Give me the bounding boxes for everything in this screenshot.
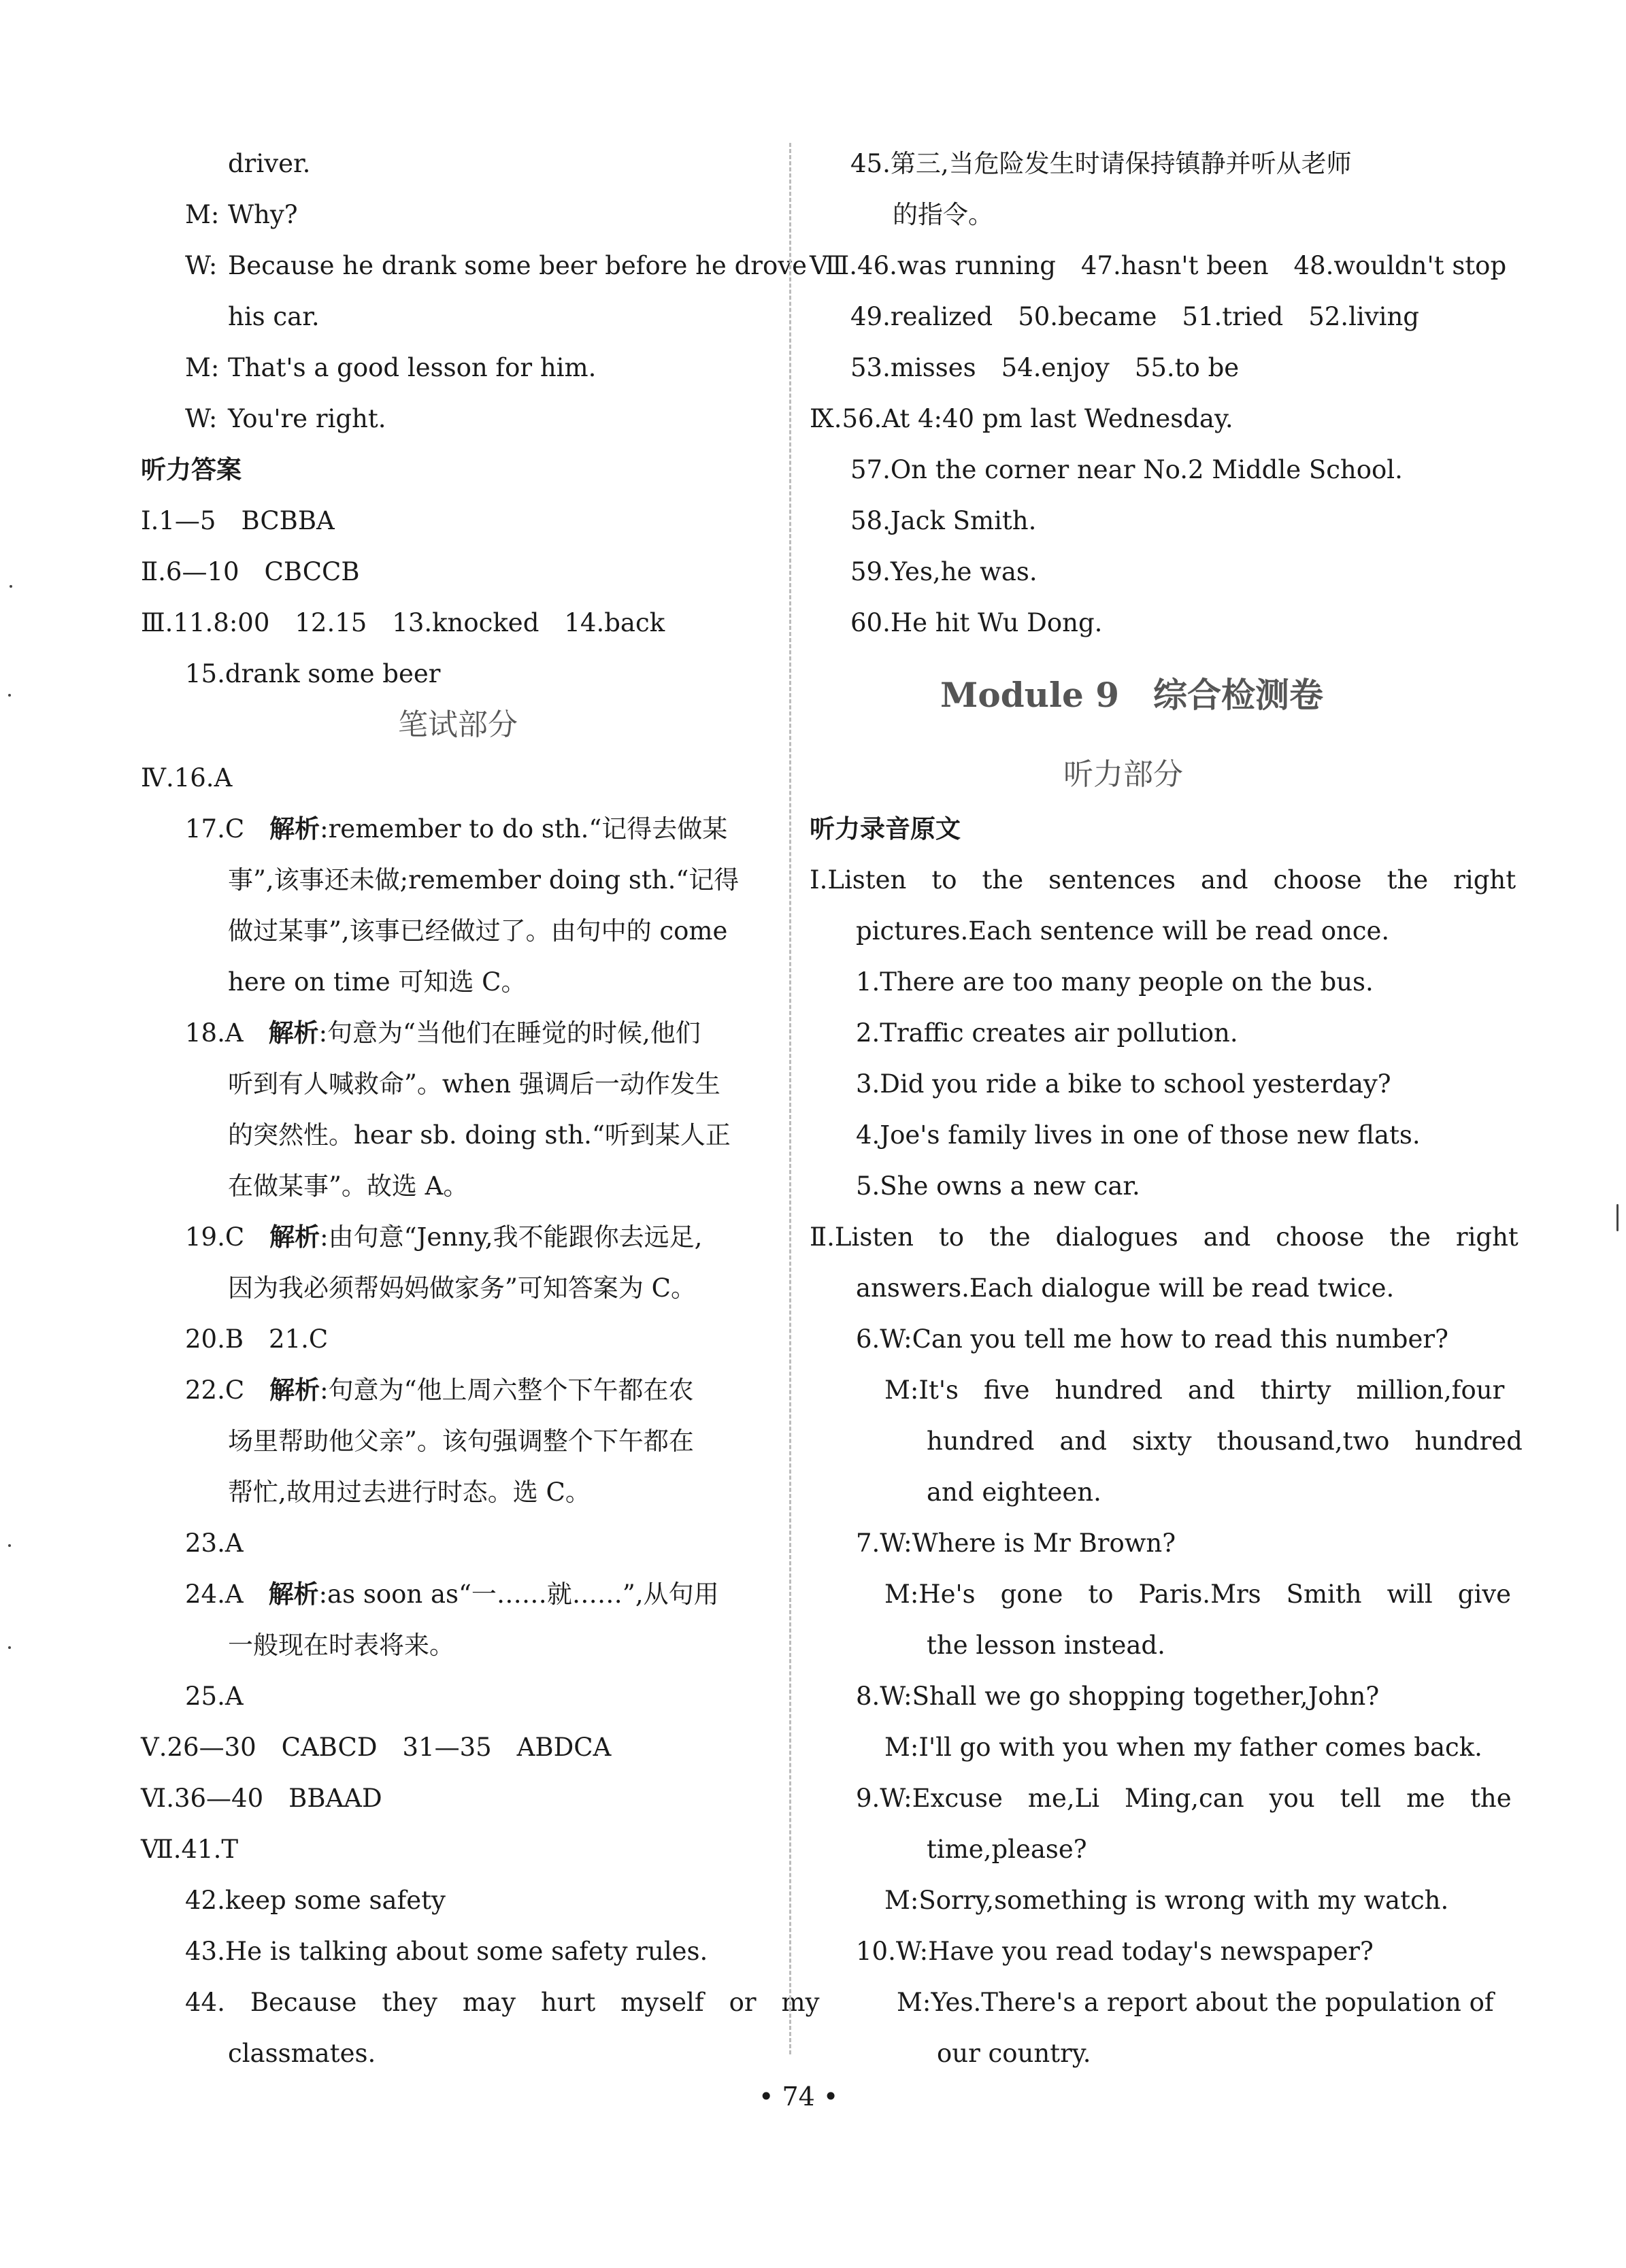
dialogue-speaker: M:	[185, 353, 220, 382]
question-number: 18.A	[185, 1018, 244, 1048]
question-number: 24.A	[185, 1580, 244, 1609]
answer-row: Ⅶ.41.T	[141, 1835, 239, 1864]
dialogue-line: 8.W:Shall we go shopping together,John?	[856, 1682, 1380, 1711]
answer-row: 的指令。	[893, 200, 993, 229]
analysis-text: 做过某事”,该事已经做过了。由句中的 come	[228, 916, 728, 946]
dialogue-speaker: W:	[185, 251, 218, 280]
transcript-heading: 听力录音原文	[810, 814, 961, 844]
analysis-text: 事”,该事还未做;remember doing sth.“记得	[228, 865, 740, 895]
dialogue-line: hundred and sixty thousand,two hundred	[927, 1427, 1523, 1456]
instruction-line: answers.Each dialogue will be read twice.	[856, 1273, 1395, 1303]
dialogue-line: our country.	[937, 2039, 1091, 2068]
answer-row: 58.Jack Smith.	[850, 506, 1037, 535]
listening-answers-heading: 听力答案	[141, 455, 242, 484]
written-section-heading: 笔试部分	[398, 707, 518, 742]
analysis-text: 因为我必须帮妈妈做家务”可知答案为 C。	[228, 1273, 696, 1303]
answer-row: 57.On the corner near No.2 Middle School.	[850, 455, 1403, 484]
answer-item	[185, 1375, 694, 1405]
instruction-line: pictures.Each sentence will be read once.	[856, 916, 1390, 946]
answer-item	[185, 1020, 701, 1046]
dialogue-line: time,please?	[927, 1835, 1087, 1864]
instruction-line: Ⅱ.Listen to the dialogues and choose the right	[810, 1222, 1519, 1252]
dialogue-line: driver.	[228, 149, 311, 178]
dialogue-line: and eighteen.	[927, 1478, 1101, 1507]
dialogue-line: M:Sorry,something is wrong with my watch.	[884, 1886, 1449, 1915]
answer-row: Ⅷ.46.was running 47.hasn't been 48.wouldn't stop	[810, 251, 1507, 280]
dialogue-line: 9.W:Excuse me,Li Ming,can you tell me the	[856, 1784, 1512, 1813]
analysis-text: 听到有人喊救命”。when 强调后一动作发生	[228, 1069, 720, 1099]
dialogue-line: 7.W:Where is Mr Brown?	[856, 1529, 1176, 1558]
answer-row: 44. Because they may hurt myself or my	[185, 1988, 820, 2017]
answer-row: Ⅸ.56.At 4:40 pm last Wednesday.	[810, 404, 1233, 433]
question-number: 22.C	[185, 1375, 245, 1405]
page-number: • 74 •	[759, 2082, 839, 2112]
sentence-line: 5.She owns a new car.	[856, 1171, 1140, 1201]
dialogue-line: You're right.	[228, 404, 386, 433]
answer-row: 60.He hit Wu Dong.	[850, 608, 1103, 637]
analysis-text: 场里帮助他父亲”。该句强调整个下午都在	[228, 1427, 694, 1456]
analysis-text: 帮忙,故用过去进行时态。选 C。	[228, 1478, 591, 1507]
sentence-line: 1.There are too many people on the bus.	[856, 967, 1374, 997]
scan-speck	[8, 1544, 11, 1547]
dialogue-speaker: M:	[185, 200, 220, 229]
sentence-line: 2.Traffic creates air pollution.	[856, 1018, 1238, 1048]
scan-speck	[8, 694, 11, 697]
analysis-label: 解析	[269, 1222, 320, 1252]
question-number: 17.C	[185, 814, 245, 844]
answer-row: 23.A	[185, 1529, 244, 1558]
dialogue-line: his car.	[228, 302, 320, 331]
dialogue-line: M:He's gone to Paris.Mrs Smith will give	[884, 1580, 1512, 1609]
analysis-text: :as soon as“一……就……”,从句用	[318, 1580, 719, 1609]
dialogue-line: 6.W:Can you tell me how to read this number?	[856, 1324, 1448, 1354]
analysis-text: 的突然性。hear sb. doing sth.“听到某人正	[228, 1120, 731, 1150]
listening-section-heading: 听力部分	[1063, 757, 1183, 792]
answer-row: Ⅳ.16.A	[141, 763, 233, 793]
analysis-text: :remember to do sth.“记得去做某	[320, 814, 728, 844]
analysis-text: :句意为“当他们在睡觉的时候,他们	[318, 1018, 701, 1048]
analysis-text: here on time 可知选 C。	[228, 967, 527, 997]
analysis-label: 解析	[268, 1580, 319, 1609]
sentence-line: 3.Did you ride a bike to school yesterday?	[856, 1069, 1391, 1099]
analysis-text: :由句意“Jenny,我不能跟你去远足,	[320, 1222, 703, 1252]
analysis-text: :句意为“他上周六整个下午都在农	[320, 1375, 694, 1405]
answer-item	[185, 1224, 702, 1250]
scan-speck	[8, 1646, 11, 1649]
answer-row: 43.He is talking about some safety rules.	[185, 1937, 708, 1966]
column-divider	[789, 143, 791, 2054]
answer-row: Ⅰ.1—5 BCBBA	[141, 506, 335, 535]
answer-row: 15.drank some beer	[185, 659, 441, 688]
dialogue-line: M:Yes.There's a report about the population of	[897, 1988, 1494, 2017]
answer-row: 49.realized 50.became 51.tried 52.living	[850, 302, 1419, 331]
analysis-label: 解析	[269, 814, 320, 844]
answer-row: Ⅴ.26—30 CABCD 31—35 ABDCA	[141, 1733, 612, 1762]
question-number: 19.C	[185, 1222, 245, 1252]
dialogue-line: the lesson instead.	[927, 1631, 1165, 1660]
answer-row: 45.第三,当危险发生时请保持镇静并听从老师	[850, 149, 1352, 178]
dialogue-line: M:It's five hundred and thirty million,four	[884, 1375, 1505, 1405]
analysis-label: 解析	[268, 1018, 319, 1048]
answer-item	[185, 1582, 719, 1607]
answer-row: classmates.	[228, 2039, 376, 2068]
dialogue-line: Because he drank some beer before he drove	[228, 251, 808, 280]
analysis-label: 解析	[269, 1375, 320, 1405]
analysis-text: 一般现在时表将来。	[228, 1631, 454, 1660]
sentence-line: 4.Joe's family lives in one of those new flats.	[856, 1120, 1421, 1150]
dialogue-speaker: W:	[185, 404, 218, 433]
answer-row: 59.Yes,he was.	[850, 557, 1038, 586]
answer-row: Ⅲ.11.8:00 12.15 13.knocked 14.back	[141, 608, 665, 637]
answer-row: Ⅵ.36—40 BBAAD	[141, 1784, 382, 1813]
answer-row: 42.keep some safety	[185, 1886, 446, 1915]
scan-speck	[10, 585, 12, 588]
answer-row: 20.B 21.C	[185, 1324, 329, 1354]
answer-row: 53.misses 54.enjoy 55.to be	[850, 353, 1240, 382]
dialogue-line: M:I'll go with you when my father comes back.	[884, 1733, 1482, 1762]
answer-row: Ⅱ.6—10 CBCCB	[141, 557, 360, 586]
dialogue-line: 10.W:Have you read today's newspaper?	[856, 1937, 1374, 1966]
answer-row: 25.A	[185, 1682, 244, 1711]
instruction-line: Ⅰ.Listen to the sentences and choose the right	[810, 865, 1516, 895]
scan-mark	[1616, 1204, 1619, 1231]
answer-item	[185, 814, 728, 844]
dialogue-line: That's a good lesson for him.	[228, 353, 597, 382]
module-title: Module 9 综合检测卷	[940, 675, 1324, 715]
dialogue-line: Why?	[228, 200, 298, 229]
analysis-text: 在做某事”。故选 A。	[228, 1171, 469, 1201]
